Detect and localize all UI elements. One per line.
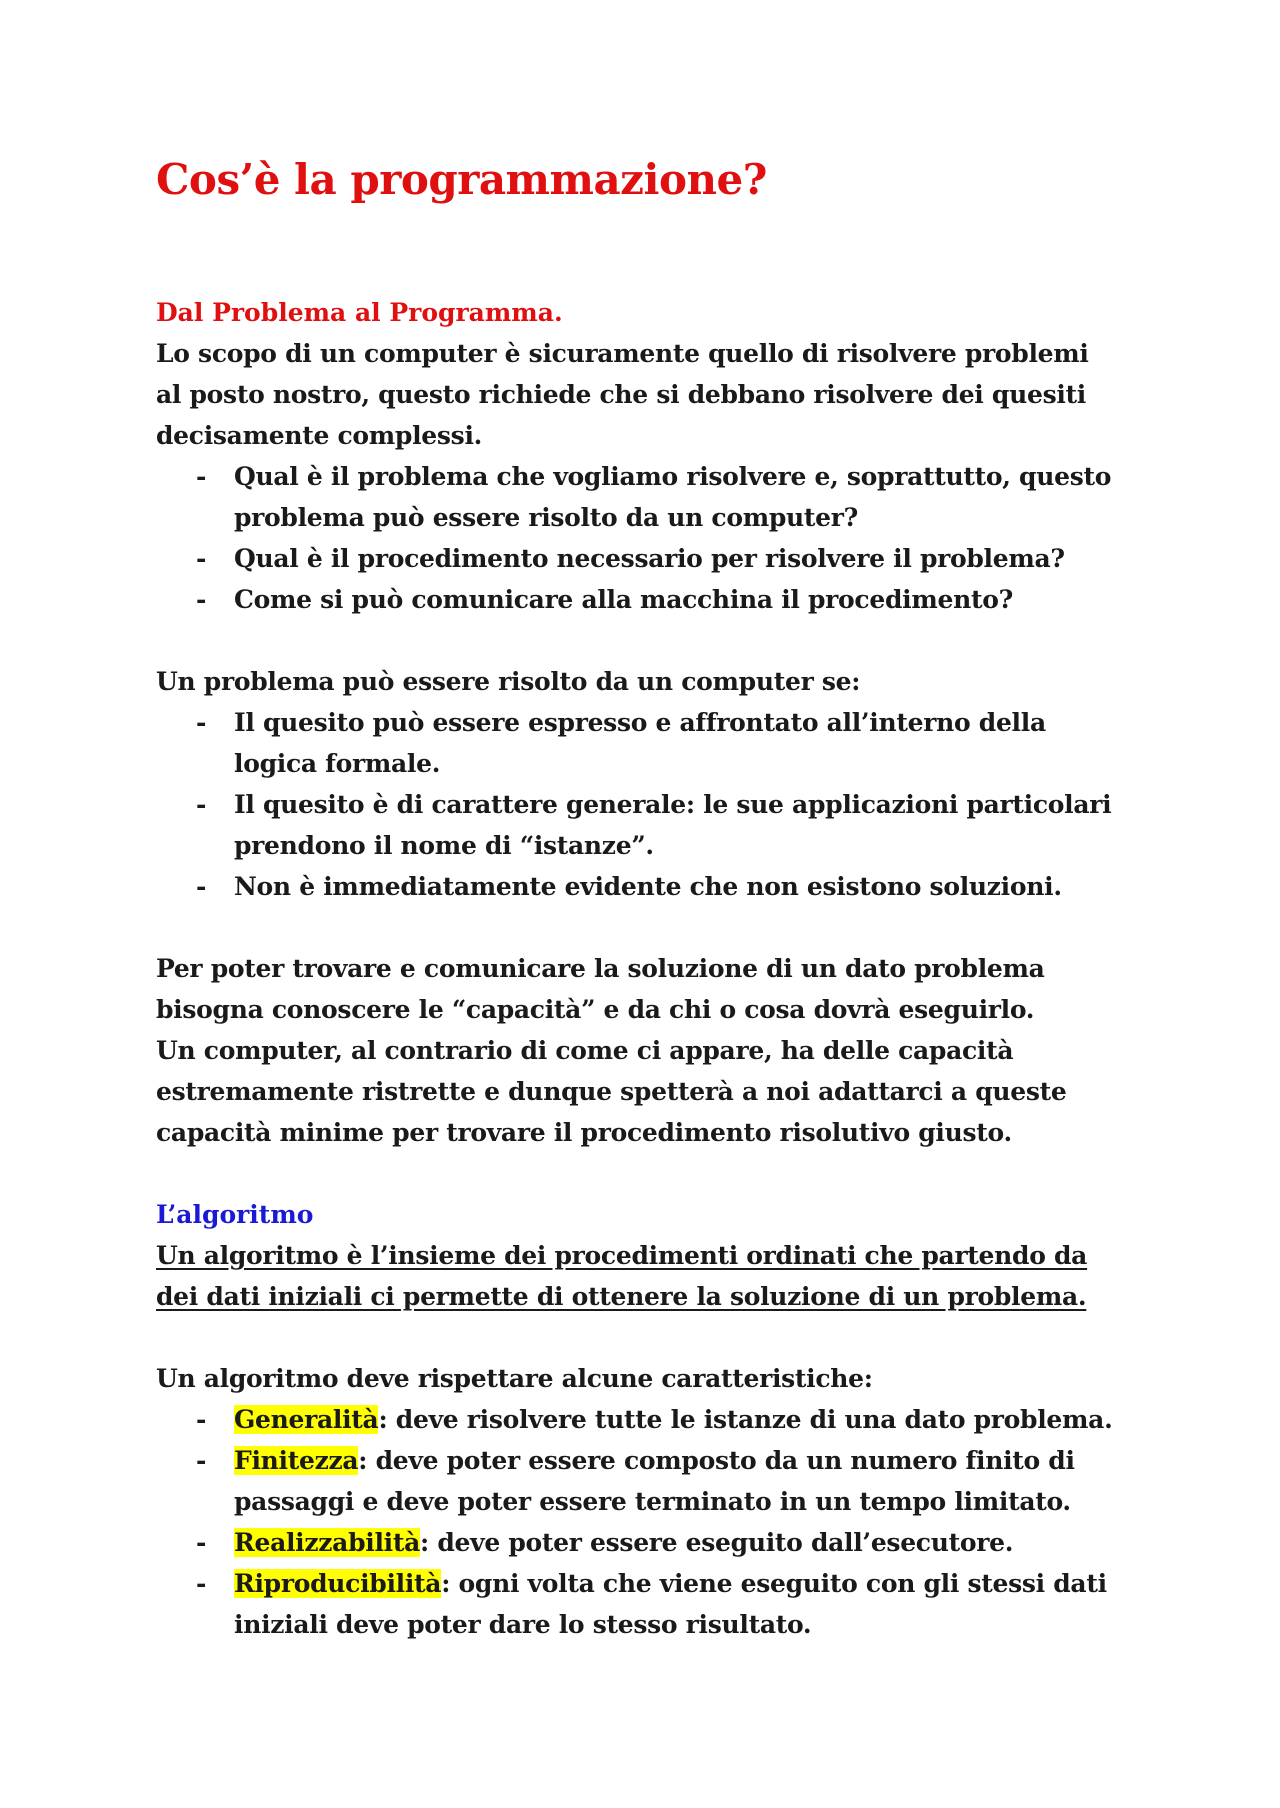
- paragraph-line: Per poter trovare e comunicare la soluzione di un dato problema: [156, 954, 1045, 983]
- dash-bullet: -: [196, 585, 207, 614]
- list-item-line: : deve risolvere tutte le istanze di una dato problema.: [378, 1405, 1113, 1434]
- paragraph-line: Un computer, al contrario di come ci appare, ha delle capacità: [156, 1036, 1014, 1065]
- list-item: [156, 1563, 1136, 1645]
- document-content: [156, 150, 1136, 1645]
- list-item-line: Qual è il problema che vogliamo risolvere e, soprattutto, questo: [234, 462, 1112, 491]
- list-item-line: Non è immediatamente evidente che non esistono soluzioni.: [234, 872, 1062, 901]
- list-item-line: : ogni volta che viene eseguito con gli stessi dati: [441, 1569, 1107, 1598]
- characteristics-list: [156, 1399, 1136, 1645]
- paragraph-line: al posto nostro, questo richiede che si debbano risolvere dei quesiti: [156, 380, 1086, 409]
- conditions-list: [156, 702, 1136, 907]
- question-list: [156, 456, 1136, 620]
- highlighted-term: Finitezza: [234, 1446, 359, 1475]
- dash-bullet: -: [196, 1528, 207, 1557]
- dash-bullet: -: [196, 1569, 207, 1598]
- dash-bullet: -: [196, 462, 207, 491]
- section-heading: Dal Problema al Programma.: [156, 298, 563, 327]
- list-item-line: Qual è il procedimento necessario per risolvere il problema?: [234, 544, 1065, 573]
- section-algorithm: [156, 1194, 1136, 1317]
- page-title: Cos’è la programmazione?: [156, 155, 767, 204]
- dash-bullet: -: [196, 1446, 207, 1475]
- definition-line: Un algoritmo è l’insieme dei procedimenti ordinati che partendo da: [156, 1241, 1088, 1270]
- paragraph-line: decisamente complessi.: [156, 421, 483, 450]
- list-item-line: Il quesito è di carattere generale: le sue applicazioni particolari: [234, 790, 1112, 819]
- list-item-line: : deve poter essere eseguito dall’esecutore.: [420, 1528, 1014, 1557]
- highlighted-term: Riproducibilità: [234, 1569, 442, 1598]
- dash-bullet: -: [196, 872, 207, 901]
- paragraph-line: capacità minime per trovare il procedimento risolutivo giusto.: [156, 1118, 1012, 1147]
- list-item: [156, 538, 1136, 579]
- list-item-line: problema può essere risolto da un computer?: [234, 503, 859, 532]
- list-item-line: Il quesito può essere espresso e affrontato all’interno della: [234, 708, 1046, 737]
- list-item: [156, 1522, 1136, 1563]
- dash-bullet: -: [196, 790, 207, 819]
- paragraph-line: Un algoritmo deve rispettare alcune caratteristiche:: [156, 1364, 873, 1393]
- list-item: [156, 1399, 1136, 1440]
- list-item: [156, 866, 1136, 907]
- definition-line: dei dati iniziali ci permette di ottenere la soluzione di un problema.: [156, 1282, 1087, 1311]
- list-item-line: passaggi e deve poter essere terminato in un tempo limitato.: [234, 1487, 1071, 1516]
- list-item: [156, 456, 1136, 538]
- list-item: [156, 579, 1136, 620]
- dash-bullet: -: [196, 708, 207, 737]
- highlighted-term: Generalità: [234, 1405, 379, 1434]
- section-heading: L’algoritmo: [156, 1200, 314, 1229]
- section-capabilities: [156, 948, 1136, 1153]
- paragraph-line: estremamente ristrette e dunque spetterà a noi adattarci a queste: [156, 1077, 1067, 1106]
- section-characteristics: [156, 1358, 1136, 1645]
- list-item-line: prendono il nome di “istanze”.: [234, 831, 654, 860]
- list-item-line: iniziali deve poter dare lo stesso risultato.: [234, 1610, 812, 1639]
- list-item: [156, 784, 1136, 866]
- list-item-line: Come si può comunicare alla macchina il procedimento?: [234, 585, 1013, 614]
- list-item: [156, 1440, 1136, 1522]
- highlighted-term: Realizzabilità: [234, 1528, 420, 1557]
- dash-bullet: -: [196, 1405, 207, 1434]
- dash-bullet: -: [196, 544, 207, 573]
- paragraph-line: bisogna conoscere le “capacità” e da chi o cosa dovrà eseguirlo.: [156, 995, 1035, 1024]
- section-solvable-conditions: [156, 661, 1136, 907]
- list-item-line: : deve poter essere composto da un numero finito di: [358, 1446, 1075, 1475]
- list-item-line: logica formale.: [234, 749, 441, 778]
- paragraph-line: Lo scopo di un computer è sicuramente quello di risolvere problemi: [156, 339, 1089, 368]
- paragraph-line: Un problema può essere risolto da un computer se:: [156, 667, 861, 696]
- list-item: [156, 702, 1136, 784]
- section-problem-to-program: [156, 292, 1136, 620]
